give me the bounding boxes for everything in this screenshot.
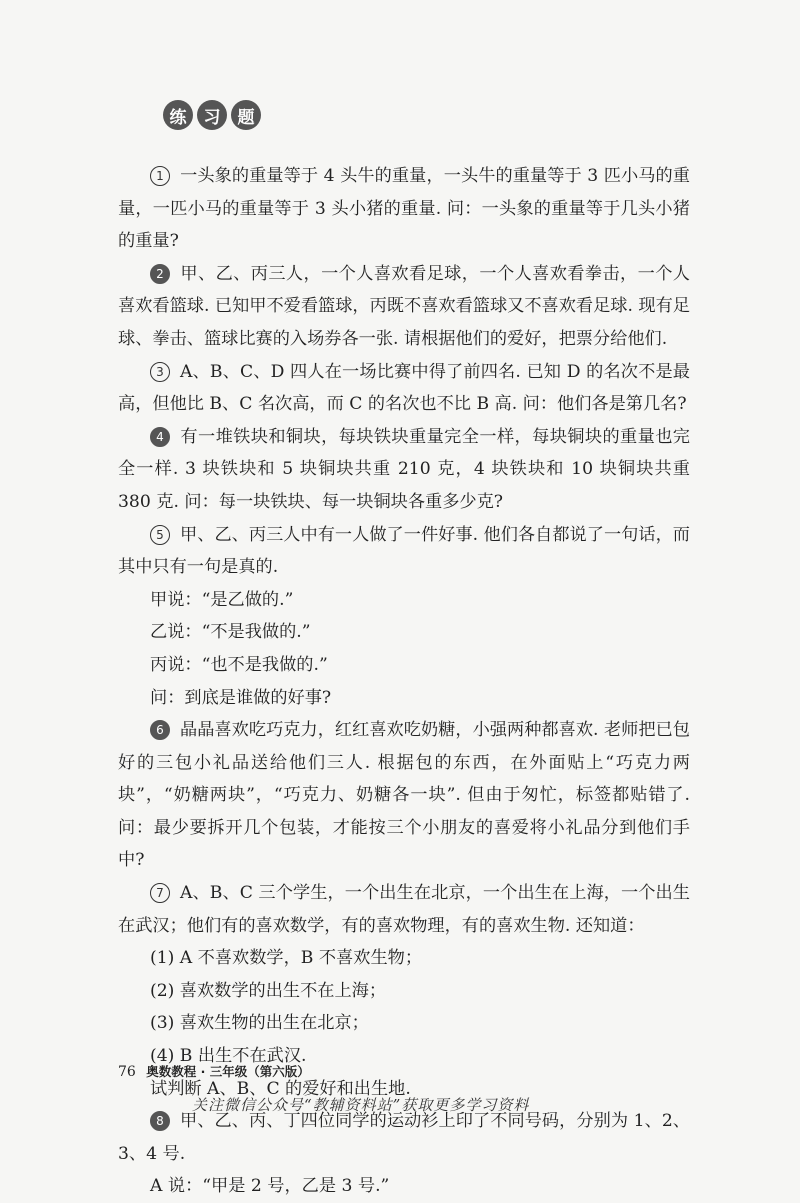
page-footer xyxy=(118,1062,310,1080)
problem-text: 一头象的重量等于 4 头牛的重量，一头牛的重量等于 3 匹小马的重量，一匹小马的重量等于 3 头小猪的重量. 问：一头象的重量等于几头小猪的重量? xyxy=(118,166,690,252)
problem-number: 4 xyxy=(150,427,170,447)
exercise-list xyxy=(118,160,690,1203)
problem-number: 3 xyxy=(150,362,170,382)
problem-text: 有一堆铁块和铜块，每块铁块重量完全一样，每块铜块的重量也完全一样. 3 块铁块和 5 块铜块共重 210 克，4 块铁块和 10 块铜块共重 380 克. 问：每一块铁块、每一块铜块各重多少克? xyxy=(118,426,690,512)
problem-3 xyxy=(118,356,690,421)
problem-text: 甲、乙、丙三人中有一人做了一件好事. 他们各自都说了一句话，而其中只有一句是真的. xyxy=(118,524,690,578)
problem-text: A、B、C 三个学生，一个出生在北京，一个出生在上海，一个出生在武汉；他们有的喜欢数学，有的喜欢物理，有的喜欢生物. 还知道： xyxy=(118,883,690,936)
question-line: 试判断 A、B、C 的爱好和出生地. xyxy=(150,1078,411,1099)
page-number: 76 xyxy=(118,1064,136,1080)
condition-line: (2) 喜欢数学的出生不在上海； xyxy=(150,980,387,1001)
title-char-1: 练 xyxy=(163,100,193,130)
statement-line: 甲说：“是乙做的.” xyxy=(150,589,294,610)
book-title: 奥数教程 · 三年级（第六版） xyxy=(146,1064,310,1079)
watermark-text: 关注微信公众号“教辅资料站”获取更多学习资料 xyxy=(192,1096,530,1114)
condition-line: (1) A 不喜欢数学，B 不喜欢生物； xyxy=(150,948,423,969)
problem-7 xyxy=(118,877,690,942)
question-line: 问：到底是谁做的好事? xyxy=(150,687,332,708)
problem-2 xyxy=(118,258,690,356)
problem-number: 1 xyxy=(150,166,170,186)
statement-line: 丙说：“也不是我做的.” xyxy=(150,654,328,675)
problem-text: A、B、C、D 四人在一场比赛中得了前四名. 已知 D 的名次不是最高，但他比 B、C 名次高，而 C 的名次也不比 B 高. 问：他们各是第几名? xyxy=(118,361,690,415)
statement-line: 乙说：“不是我做的.” xyxy=(150,622,311,643)
title-char-3: 题 xyxy=(231,100,261,130)
problem-6 xyxy=(118,714,690,877)
title-char-2: 习 xyxy=(197,100,227,130)
problem-4 xyxy=(118,421,690,519)
problem-number: 7 xyxy=(150,883,170,903)
problem-number: 6 xyxy=(150,720,170,740)
section-title xyxy=(163,100,261,130)
problem-number: 5 xyxy=(150,525,170,545)
condition-line: (3) 喜欢生物的出生在北京； xyxy=(150,1013,369,1034)
problem-5 xyxy=(118,519,690,584)
problem-1 xyxy=(118,160,690,258)
problem-text: 甲、乙、丙三人，一个人喜欢看足球，一个人喜欢看拳击，一个人喜欢看篮球. 已知甲不爱看篮球，丙既不喜欢看篮球又不喜欢看足球. 现有足球、拳击、篮球比赛的入场券各一张. 请根据他们的爱好，把票分给他们. xyxy=(118,263,690,349)
problem-text: 甲、乙、丙、丁四位同学的运动衫上印了不同号码，分别为 1、2、3、4 号. xyxy=(118,1111,690,1164)
problem-number: 2 xyxy=(150,264,170,284)
problem-text: 晶晶喜欢吃巧克力，红红喜欢吃奶糖，小强两种都喜欢. 老师把已包好的三包小礼品送给他们三人. 根据包的东西，在外面贴上“巧克力两块”，“奶糖两块”，“巧克力、奶糖各一块”. 但由于匆忙，标签都贴错了. 问：最少要拆开几个包装，才能按三个小朋友的喜爱将小礼品分到他们手中? xyxy=(118,720,690,871)
problem-number: 8 xyxy=(150,1111,170,1131)
statement-line: A 说：“甲是 2 号，乙是 3 号.” xyxy=(150,1176,390,1197)
condition-line: (4) B 出生不在武汉. xyxy=(150,1046,307,1067)
